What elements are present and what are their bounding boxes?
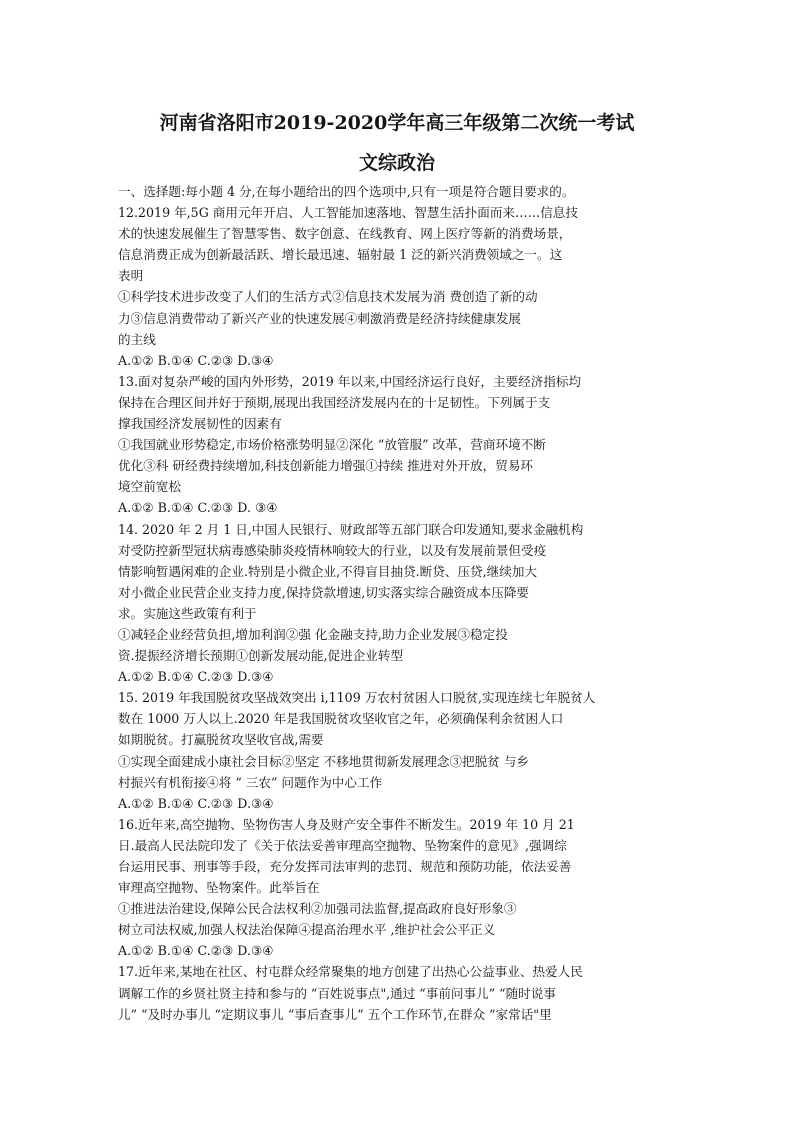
text-line: 14. 2020 年 2 月 1 日,中国人民银行、财政部等五部门联合印发通知,要求金融机构 xyxy=(118,521,584,537)
text-line: 17.近年来,某地在社区、村屯群众经常聚集的地方创建了出热心公益事业、热爱人民 xyxy=(118,964,583,980)
text-line: 如期脱贫。打赢脱贫攻坚收官战,需要 xyxy=(118,732,324,748)
text-line: 村振兴有机衔接④将 “ 三农” 问题作为中心工作 xyxy=(118,774,383,790)
text-line: 信息消费正成为创新最活跃、增长最迅速、辐射最 1 泛的新兴消费领域之一。这 xyxy=(118,247,563,263)
text-line: ①科学技术进步改变了人们的生活方式②信息技术发展为消 费创造了新的动 xyxy=(118,289,538,305)
text-line: 撑我国经济发展韧性的因素有 xyxy=(118,416,282,432)
text-line: 12.2019 年,5G 商用元年开启、人工智能加速落地、智慧生活扑面而来……信息技 xyxy=(118,205,578,221)
text-line: 树立司法权威,加强人权法治保障④提高治理水平 ,维护社会公平正义 xyxy=(118,922,496,938)
text-line: ①我国就业形势稳定,市场价格涨势明显②深化 “放管服” 改革，营商环境不断 xyxy=(118,437,546,453)
text-line: ①推进法治建设,保障公民合法权利②加强司法监督,提高政府良好形象③ xyxy=(118,901,517,917)
text-line: 求。实施这些政策有利于 xyxy=(118,605,257,621)
text-line: 16.近年来,高空抛物、坠物伤害人身及财产安全事件不断发生。2019 年 10 月 21 xyxy=(118,816,575,832)
text-line: 境空前宽松 xyxy=(118,479,181,495)
question-body xyxy=(118,181,638,1025)
text-line: A.①② B.①④ C.②③ D. ③④ xyxy=(118,500,278,516)
text-line: 日.最高人民法院印发了《关于依法妥善审理高空抛物、坠物案件的意见》,强调综 xyxy=(118,837,567,853)
text-line: 资.提振经济增长预期①创新发展动能,促进企业转型 xyxy=(118,648,404,664)
text-line: 情影响暂遇闲难的企业.特别是小微企业,不得盲目抽贷.断贷、压贷,继续加大 xyxy=(118,563,538,579)
text-line: 一、选择题:每小题 4 分,在每小题给出的四个选项中,只有一项是符合题目要求的。 xyxy=(118,184,575,199)
text-line: 审理高空抛物、坠物案件。此举旨在 xyxy=(118,880,320,896)
text-line: A.①② B.①④ C.②③ D.③④ xyxy=(118,352,274,368)
exam-title: 河南省洛阳市2019-2020学年高三年级第二次统一考试 xyxy=(159,112,635,134)
text-line: 保持在合理区间并好于预期,展现出我国经济发展内在的十足韧性。下列属于支 xyxy=(118,394,551,410)
text-line: 表明 xyxy=(118,268,144,284)
text-line: 数在 1000 万人以上.2020 年是我国脱贫攻坚收官之年，必须确保利余贫困人口 xyxy=(118,711,564,727)
text-line: 13.面对复杂严峻的国内外形势，2019 年以来,中国经济运行良好，主要经济指标均 xyxy=(118,373,582,389)
text-line: 调解工作的乡贤社贤主持和参与的 “百姓说事点",通过 “事前问事儿” “随时说事 xyxy=(118,985,556,1001)
text-line: 对小微企业民营企业支持力度,保持贷款增速,切实落实综合融资成本压降要 xyxy=(118,584,530,600)
text-line: 儿” “及时办事儿 “定期议事儿 “事后查事儿” 五个工作环节,在群众 “家常话"里 xyxy=(118,1006,552,1022)
text-line: A.①② B.①④ C.②③ D.③④ xyxy=(118,943,274,959)
text-line: 15. 2019 年我国脱贫攻坚战效突出 i,1109 万农村贫困人口脱贫,实现连续七年脱贫人 xyxy=(118,690,596,706)
text-line: 力③信息消费带动了新兴产业的快速发展④刺激消费是经济持续健康发展 xyxy=(118,310,521,326)
text-line: 术的快速发展催生了智慧零售、数字创意、在线教育、网上医疗等新的消费场景， xyxy=(118,226,572,242)
text-line: ①减轻企业经营负担,增加利润②强 化金融支持,助力企业发展③稳定投 xyxy=(118,626,508,642)
text-line: ①实现全面建成小康社会目标②坚定 不移地贯彻新发展理念③把脱贫 与乡 xyxy=(118,753,530,769)
text-line: A.①② B.①④ C.②③ D.③④ xyxy=(118,795,274,811)
exam-subtitle: 文综政治 xyxy=(358,152,435,174)
text-line: 的主线 xyxy=(118,331,156,347)
text-line: A.①② B.①④ C.②③ D.③④ xyxy=(118,669,274,685)
text-line: 对受防控新型冠状病毒感染肺炎疫情林响较大的行业，以及有发展前景但受疫 xyxy=(118,542,547,558)
text-line: 优化③科 研经费持续增加,科技创新能力增强①持续 推进对外开放，贸易环 xyxy=(118,458,534,474)
text-line: 台运用民事、刑事等手段，充分发挥司法审判的悲罚、规范和预防功能，依法妥善 xyxy=(118,859,572,874)
